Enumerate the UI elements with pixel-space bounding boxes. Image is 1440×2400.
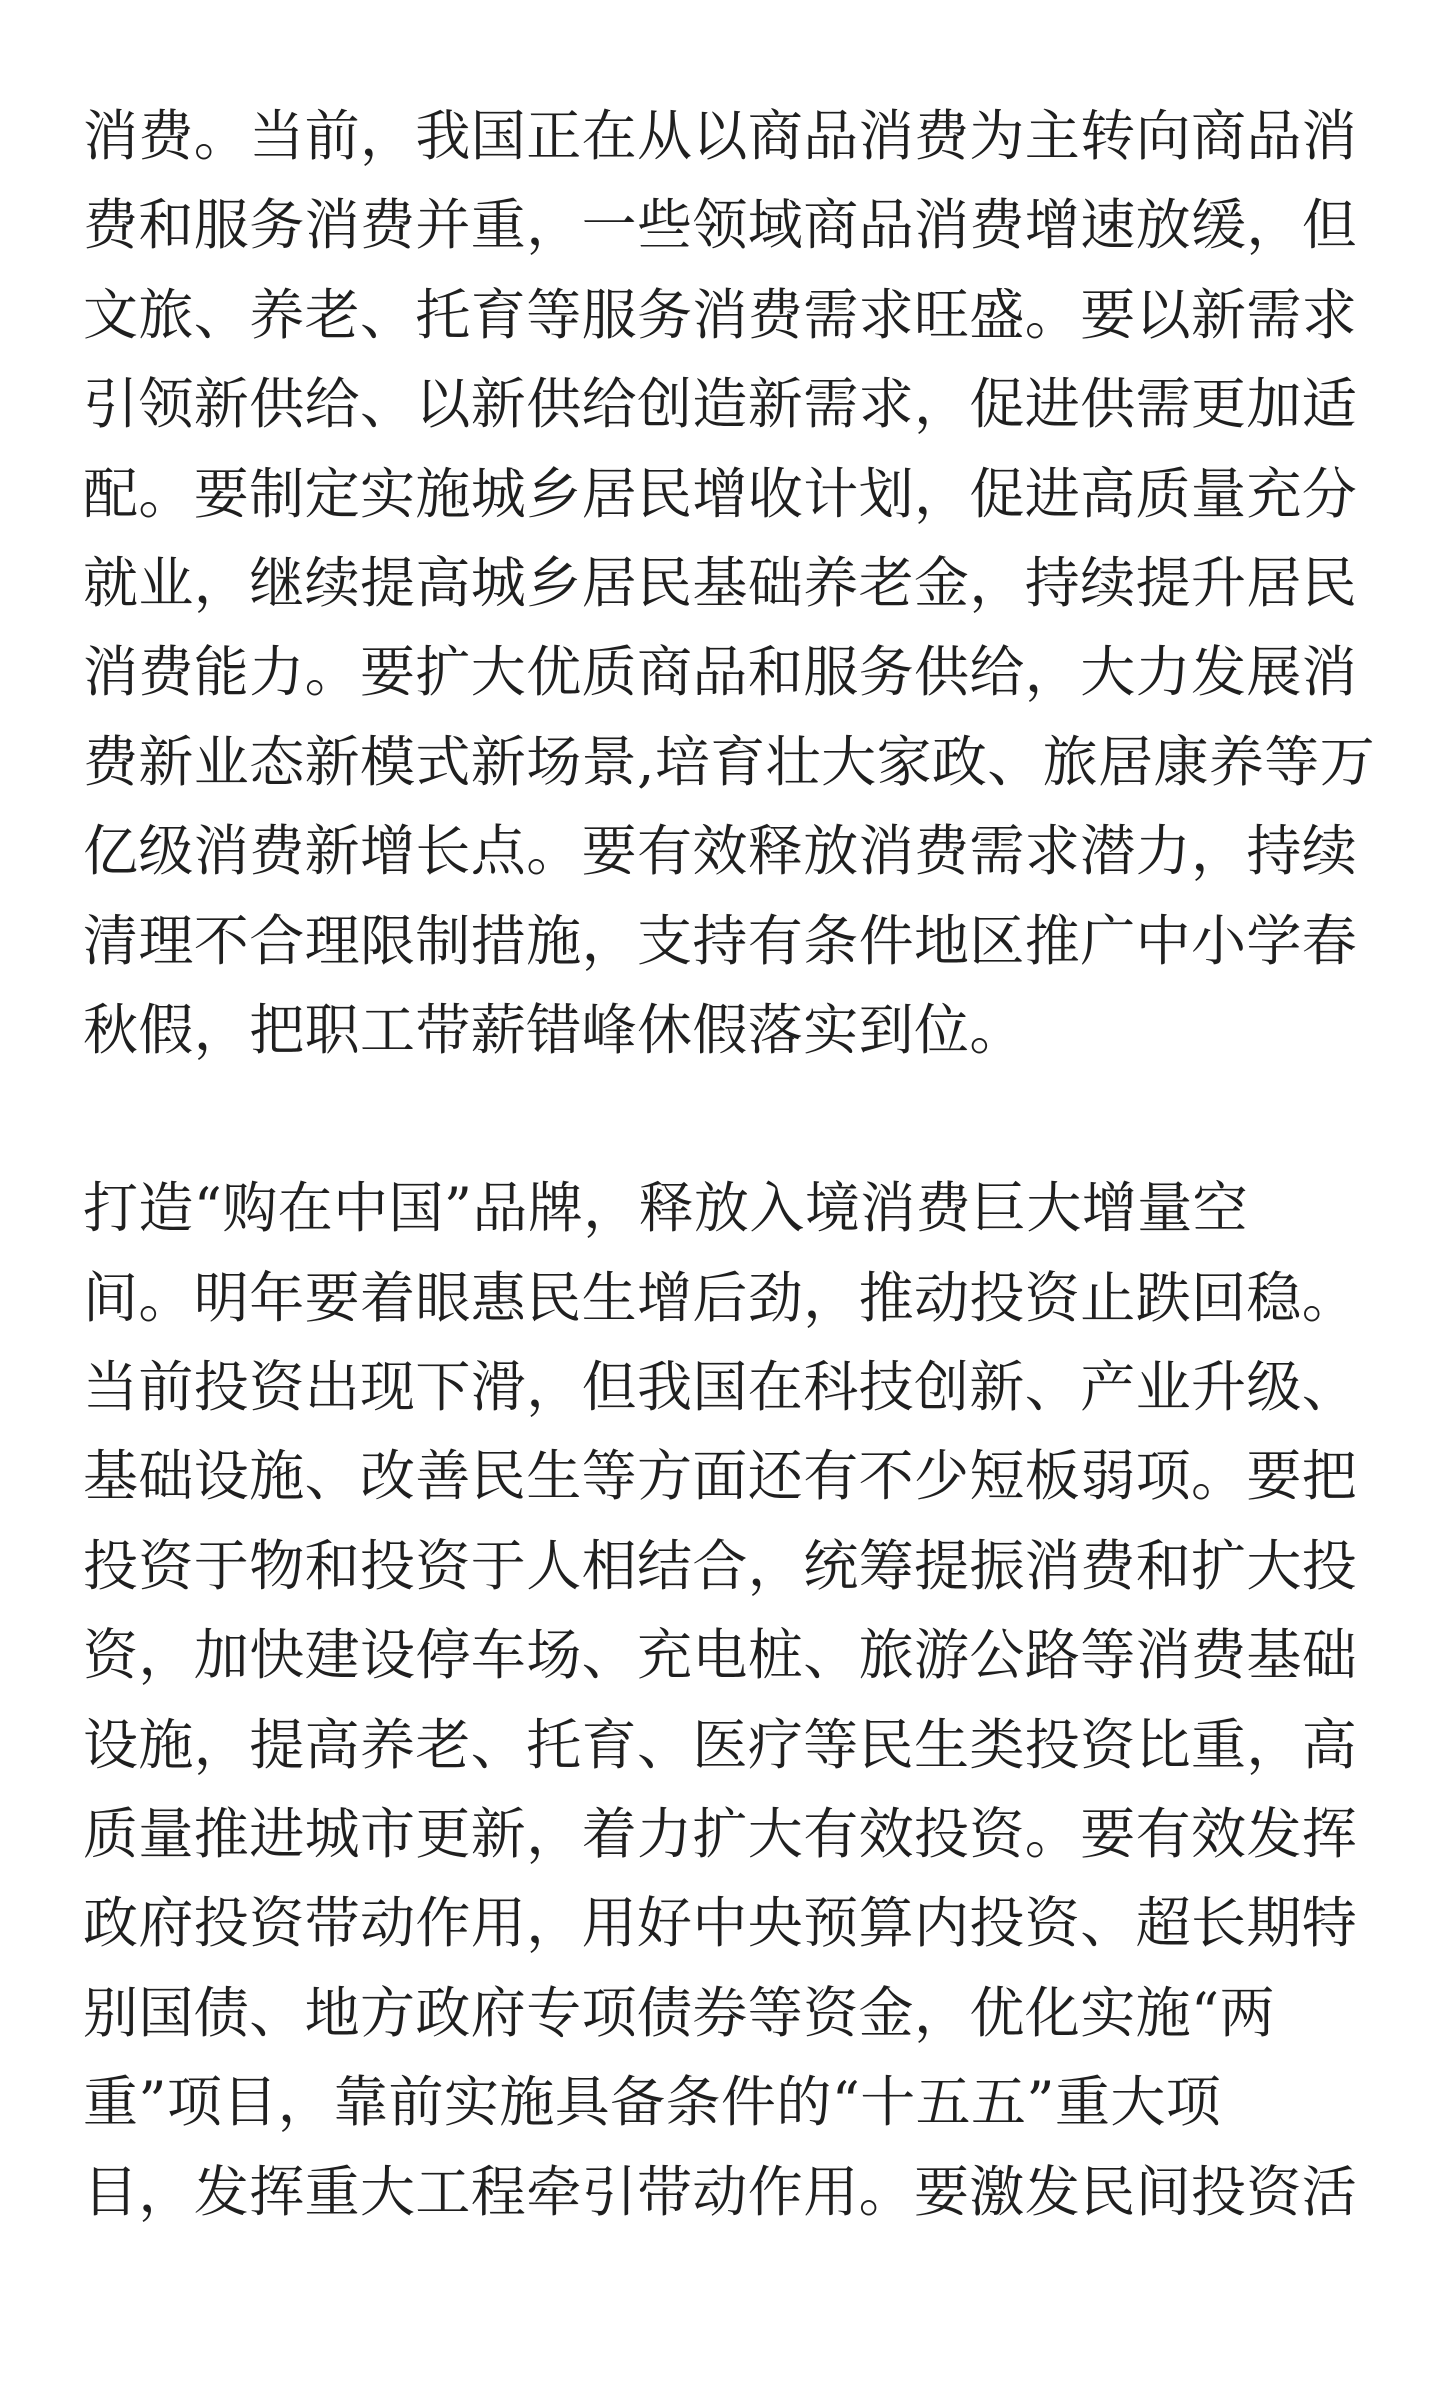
- text-line: 引领新供给、以新供给创造新需求，促进供需更加适: [83, 372, 1358, 437]
- paragraph-consumption: [83, 92, 1376, 1075]
- text-line: 亿级消费新增长点。要有效释放消费需求潜力，持续: [83, 819, 1358, 884]
- text-line: 就业，继续提高城乡居民基础养老金，持续提升居民: [83, 550, 1358, 615]
- text-line: 基础设施、改善民生等方面还有不少短板弱项。要把: [83, 1444, 1358, 1509]
- text-line: 投资于物和投资于人相结合，统筹提振消费和扩大投: [83, 1533, 1358, 1598]
- paragraph-investment: [83, 1164, 1373, 2237]
- text-line: 清理不合理限制措施，支持有条件地区推广中小学春: [83, 908, 1358, 973]
- text-line: 当前投资出现下滑，但我国在科技创新、产业升级、: [83, 1355, 1358, 1420]
- text-line: 间。明年要着眼惠民生增后劲，推动投资止跌回稳。: [83, 1265, 1358, 1330]
- text-line: 目，发挥重大工程牵引带动作用。要激发民间投资活: [83, 2159, 1358, 2224]
- text-line: 资，加快建设停车场、充电桩、旅游公路等消费基础: [83, 1623, 1358, 1688]
- text-line: 消费。当前，我国正在从以商品消费为主转向商品消: [83, 104, 1358, 168]
- text-line: 打造“购在中国”品牌，释放入境消费巨大增量空: [83, 1176, 1249, 1241]
- paragraph-spacer: [83, 1075, 1373, 1164]
- text-line: 消费能力。要扩大优质商品和服务供给，大力发展消: [83, 640, 1358, 705]
- text-line: 秋假，把职工带薪错峰休假落实到位。: [83, 997, 1025, 1062]
- text-line: 费新业态新模式新场景,培育壮大家政、旅居康养等万: [83, 729, 1376, 794]
- text-line: 政府投资带动作用，用好中央预算内投资、超长期特: [83, 1891, 1358, 1956]
- text-line: 设施，提高养老、托育、医疗等民生类投资比重，高: [83, 1712, 1358, 1777]
- text-line: 质量推进城市更新，着力扩大有效投资。要有效发挥: [83, 1802, 1358, 1867]
- article-body: [83, 92, 1376, 2237]
- text-line: 费和服务消费并重，一些领域商品消费增速放缓，但: [83, 193, 1358, 258]
- text-line: 别国债、地方政府专项债券等资金，优化实施“两: [83, 1980, 1275, 2045]
- text-line: 重”项目，靠前实施具备条件的“十五五”重大项: [83, 2070, 1222, 2135]
- text-line: 文旅、养老、托育等服务消费需求旺盛。要以新需求: [83, 282, 1358, 347]
- text-line: 配。要制定实施城乡居民增收计划，促进高质量充分: [83, 461, 1358, 526]
